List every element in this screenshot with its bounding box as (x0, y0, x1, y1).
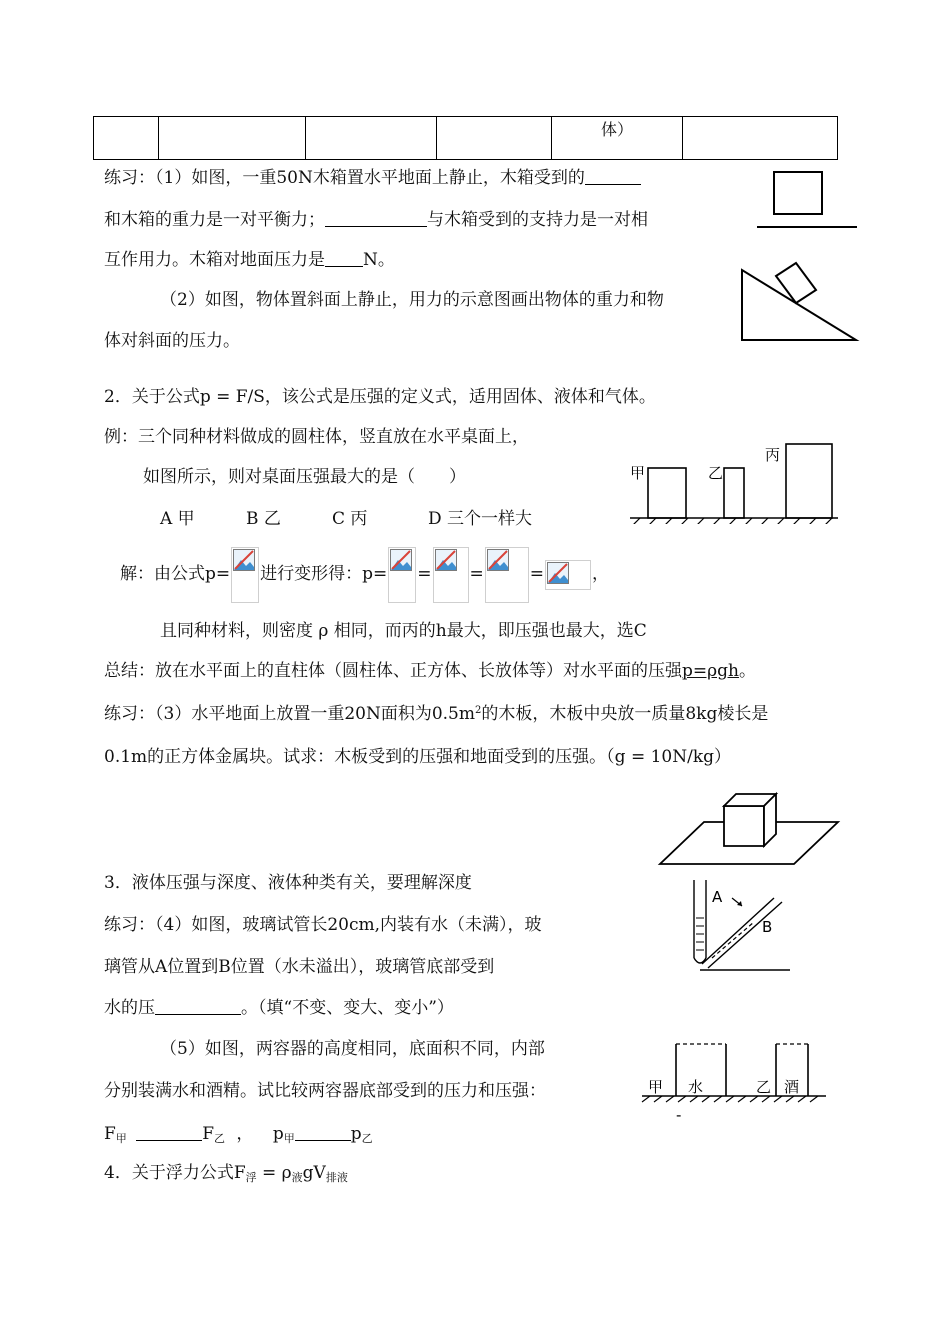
ex2-line2: 体对斜面的压力。 (104, 331, 240, 351)
ex1-text: 练习：（1）如图，一重50N木箱置水平地面上静止，木箱受到的 (104, 168, 585, 188)
comma: ， (592, 564, 610, 584)
ex3-line1 (104, 700, 768, 725)
answer-blank[interactable] (136, 1122, 202, 1141)
box-on-ground-figure (755, 168, 860, 232)
ex3-text: 练习：（3）水平地面上放置一重20N面积为0.5m (104, 704, 475, 724)
symbol-p: p (350, 1124, 362, 1144)
table-cell (94, 117, 159, 160)
subscript: 排液 (325, 1171, 348, 1184)
cylinder-bing (786, 444, 832, 518)
top-table-row (93, 116, 838, 160)
broken-image-icon (233, 549, 255, 571)
subscript: 乙 (361, 1132, 373, 1145)
subscript: 乙 (214, 1132, 225, 1145)
sec2-conclusion: 且同种材料，则密度 ρ 相同，而丙的h最大，即压强也最大，选C (160, 621, 647, 641)
label-water: 水 (688, 1078, 704, 1096)
ex4-text: 水的压 (104, 998, 155, 1018)
ex1-line2 (104, 208, 648, 231)
option-c: C 丙 (332, 509, 368, 529)
incline-figure (738, 258, 860, 344)
symbol-p: p (272, 1124, 284, 1144)
broken-image-icon (487, 549, 509, 571)
cube-on-board-figure (656, 786, 842, 868)
tube-b-water (712, 922, 754, 958)
sec2-title: 2．关于公式p = F/S，该公式是压强的定义式，适用固体、液体和气体。 (104, 387, 656, 407)
table-cell: 体） (552, 117, 683, 160)
wooden-box (774, 172, 822, 214)
answer-blank[interactable] (295, 1122, 351, 1141)
label-B: B (762, 918, 773, 936)
formula-image-placeholder (388, 547, 416, 603)
ex5-line3 (104, 1122, 373, 1150)
label-A: A (712, 888, 723, 906)
ex1-text: 互作用力。木箱对地面压力是 (104, 250, 325, 270)
cylinders-figure (628, 440, 840, 524)
sec2-example: 例：三个同种材料做成的圆柱体，竖直放在水平桌面上， (104, 427, 529, 447)
arrow-head (737, 901, 742, 906)
ex4-line2: 璃管从A位置到B位置（水未溢出），玻璃管底部受到 (104, 957, 495, 977)
hatch-marks (632, 518, 832, 524)
comma: ， (236, 1124, 254, 1144)
subscript: 浮 (245, 1171, 257, 1184)
hatch-marks (642, 1096, 818, 1102)
ex3-line2: 0.1m的正方体金属块。试求：木板受到的压强和地面受到的压强。（g = 10N/kg） (104, 747, 732, 767)
broken-image-icon (547, 562, 569, 584)
ex1-text: 与木箱受到的支持力是一对相 (427, 210, 648, 230)
answer-blank[interactable] (325, 248, 363, 267)
symbol-F: F (104, 1124, 116, 1144)
sec4-title (104, 1162, 348, 1189)
ex5-line1: （5）如图，两容器的高度相同，底面积不同，内部 (160, 1039, 545, 1059)
label-jia: 甲 (630, 464, 646, 482)
sec3-title: 3．液体压强与深度、液体种类有关，要理解深度 (104, 873, 472, 893)
equals-sign: = (529, 564, 545, 584)
ex1-line1 (104, 166, 641, 189)
option-a: A 甲 (160, 509, 195, 529)
formula-image-placeholder (231, 547, 259, 603)
equals-sign: = (417, 564, 432, 584)
block-on-incline (776, 263, 816, 303)
cylinder-yi (724, 468, 744, 518)
broken-image-icon (390, 549, 412, 571)
label-alcohol: 酒 (784, 1078, 800, 1096)
ex4-text: 。（填“不变、变大、变小”） (241, 998, 454, 1018)
ex1-line3 (104, 248, 395, 271)
answer-blank[interactable] (155, 996, 241, 1015)
ex3-text: 的木板，木板中央放一质量8kg棱长是 (481, 704, 769, 724)
label-yi: 乙 (708, 464, 724, 482)
ex4-line1: 练习：（4）如图，玻璃试管长20cm,内装有水（未满），玻 (104, 915, 542, 935)
solution-text: 解：由公式p= (120, 564, 231, 584)
table-cell (683, 117, 838, 160)
label-yi: 乙 (756, 1078, 772, 1096)
formula-image-placeholder (485, 547, 529, 603)
formula-image-placeholder (433, 547, 469, 603)
sec2-summary (104, 660, 756, 682)
cube-front (724, 806, 764, 846)
ex1-text: N。 (363, 250, 395, 270)
formula-image-placeholder (545, 560, 591, 590)
sec4-text: 4．关于浮力公式F (104, 1163, 246, 1183)
subscript: 液 (291, 1171, 303, 1184)
subscript: 甲 (115, 1132, 127, 1145)
cylinder-jia (648, 468, 686, 518)
subscript: 甲 (283, 1132, 295, 1145)
symbol-F: F (202, 1124, 214, 1144)
ex1-text: 和木箱的重力是一对平衡力； (104, 210, 325, 230)
sec4-text: = ρ (256, 1163, 292, 1183)
label-bing: 丙 (765, 446, 781, 464)
ex5-line2: 分别装满水和酒精。试比较两容器底部受到的压力和压强： (104, 1081, 546, 1101)
containers-figure (640, 1040, 836, 1130)
label-jia: 甲 (648, 1078, 664, 1096)
answer-blank[interactable] (325, 208, 427, 227)
summary-text: 总结：放在水平面上的直柱体（圆柱体、正方体、长放体等）对水平面的压强 (104, 661, 682, 681)
ex4-line3 (104, 996, 454, 1019)
superscript: 2 (474, 705, 482, 716)
solution-text: 进行变形得：p= (260, 564, 388, 584)
summary-text: 。 (738, 661, 756, 681)
equals-sign: = (469, 564, 484, 584)
ex2-line1: （2）如图，物体置斜面上静止，用力的示意图画出物体的重力和物 (160, 290, 664, 310)
summary-formula: p=ρgh (682, 661, 739, 681)
table-cell (306, 117, 437, 160)
option-b: B 乙 (246, 509, 281, 529)
sec4-text: gV (302, 1163, 326, 1183)
water-level-marks (696, 918, 704, 950)
broken-image-icon (435, 549, 457, 571)
option-d: D 三个一样大 (428, 509, 533, 529)
table-cell (159, 117, 306, 160)
sec2-solution (120, 546, 609, 603)
table-cell (437, 117, 552, 160)
sec2-question: 如图所示，则对桌面压强最大的是（ ） (143, 467, 466, 487)
test-tube-figure (682, 876, 792, 974)
answer-blank[interactable] (585, 166, 641, 185)
stray-dash: - (676, 1106, 682, 1124)
